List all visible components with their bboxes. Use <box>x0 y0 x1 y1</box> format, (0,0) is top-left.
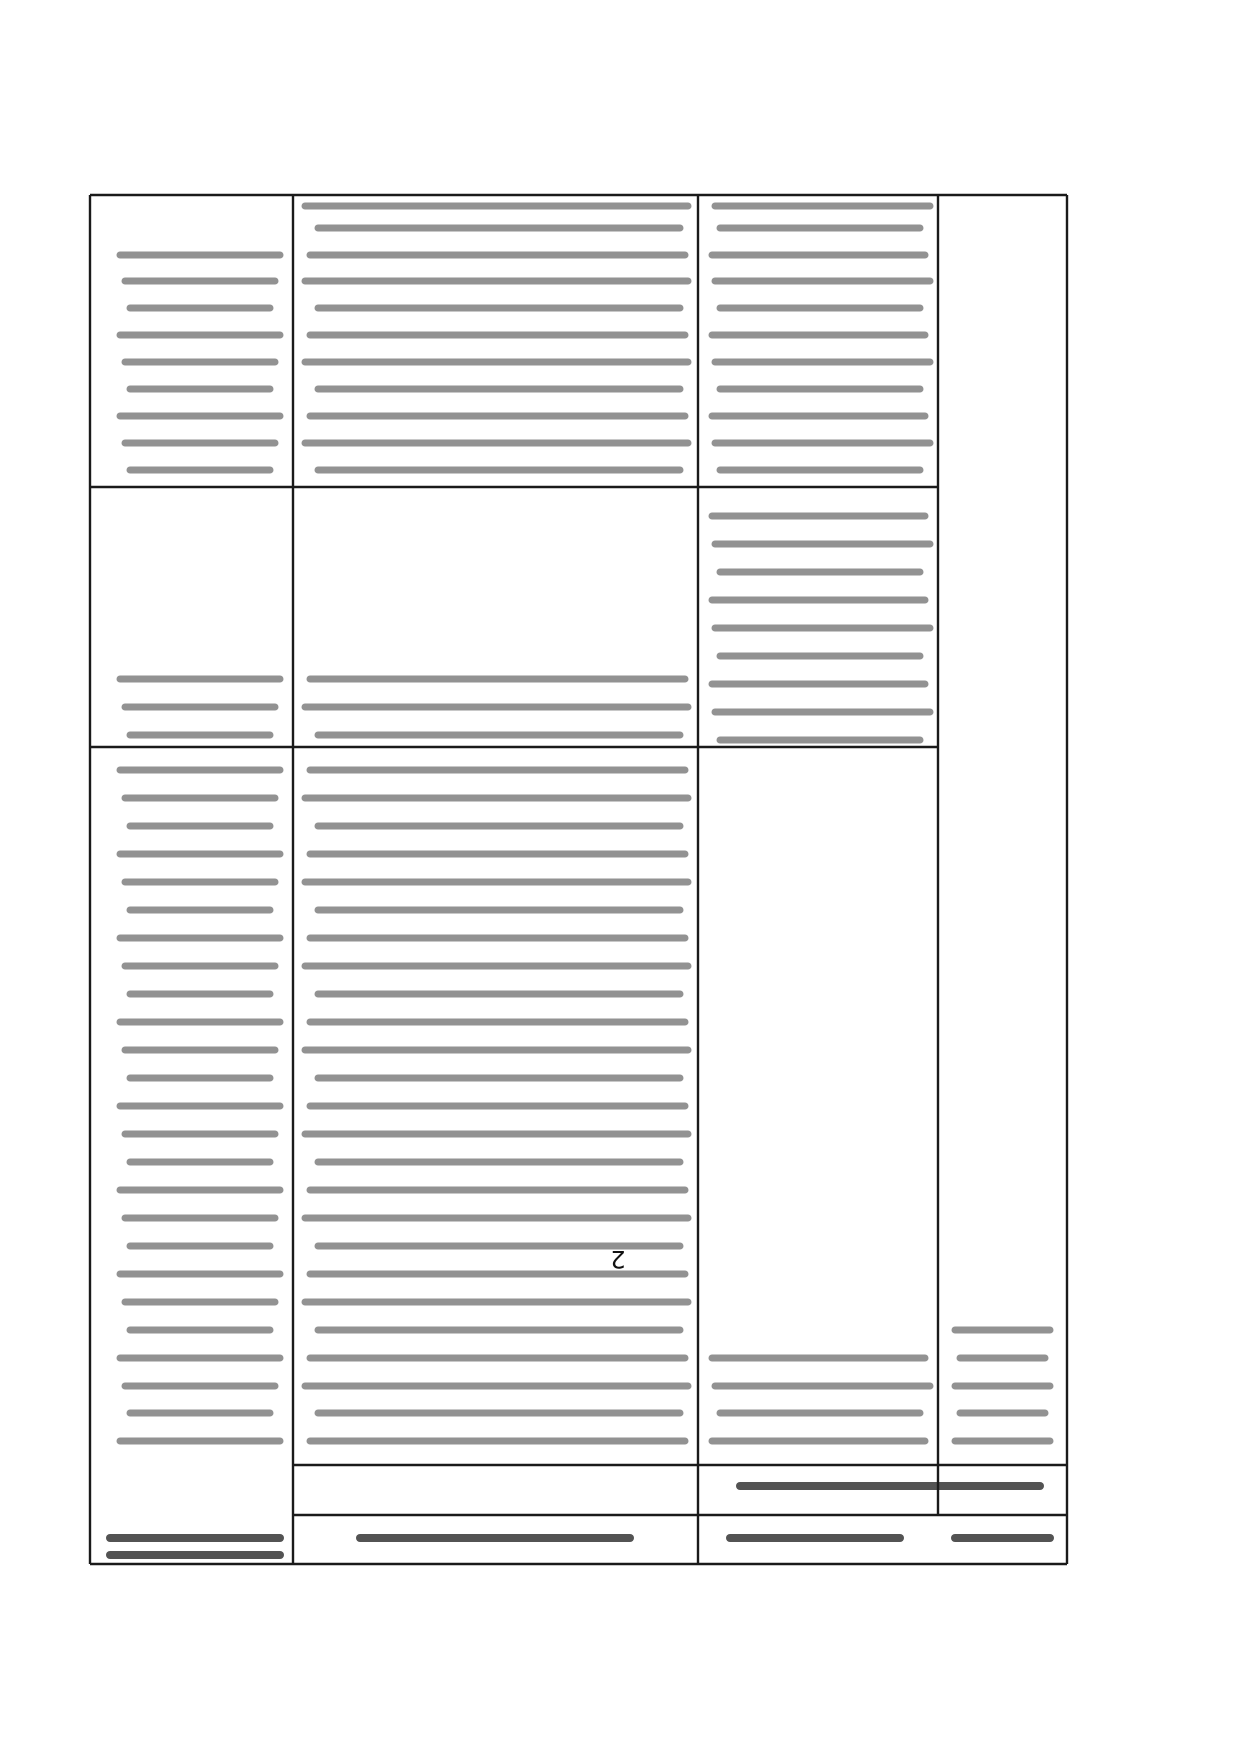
header-col-responsible <box>110 1538 280 1555</box>
issue-column-lines <box>712 206 930 1441</box>
source-column-lines <box>955 1330 1050 1441</box>
responsible-column-lines <box>120 255 280 1441</box>
page-number: 2 <box>610 1245 626 1273</box>
plan-column-lines <box>305 206 688 1441</box>
